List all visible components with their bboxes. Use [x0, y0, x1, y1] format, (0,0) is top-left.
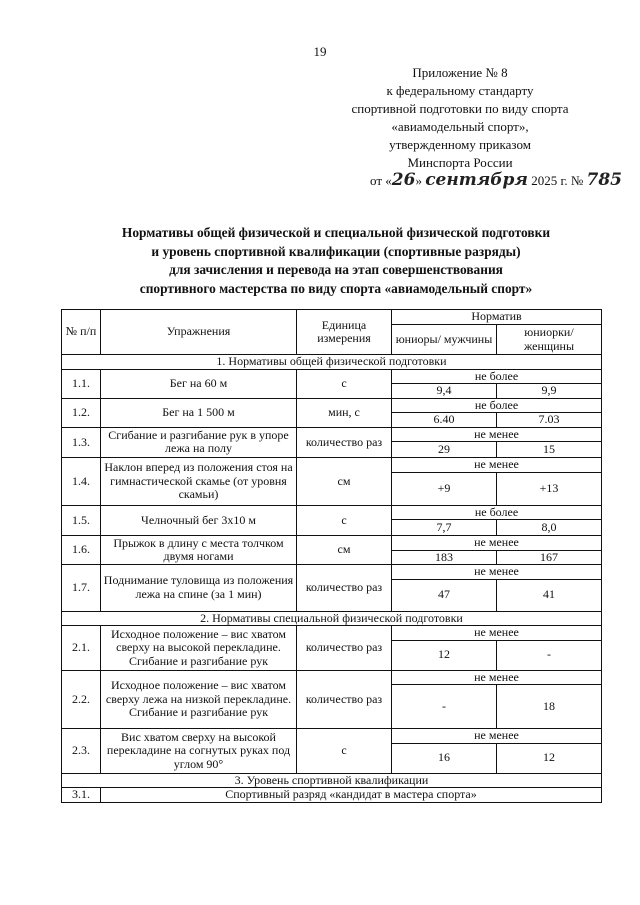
section-1-title: 1. Нормативы общей физической подготовки — [62, 355, 602, 370]
appendix-line-5: утвержденному приказом — [389, 137, 531, 152]
title-line-1: Нормативы общей физической и специальной физической подготовки — [121, 225, 551, 240]
row-num: 1.4. — [62, 458, 101, 506]
row-male: 9,4 — [392, 384, 497, 399]
title-line-3: для зачисления и перевода на этап совершенствования — [169, 262, 503, 277]
title-line-2: и уровень спортивной квалификации (спортивные разряды) — [151, 243, 521, 259]
row-female: 15 — [497, 442, 602, 458]
row-condition: не менее — [392, 565, 602, 580]
row-male: - — [392, 685, 497, 729]
row-num: 1.5. — [62, 505, 101, 536]
row-female: 41 — [497, 579, 602, 611]
row-qualification: Спортивный разряд «кандидат в мастера спорта» — [101, 788, 602, 803]
date-day-handwritten: 26 — [391, 170, 416, 190]
row-male: +9 — [392, 472, 497, 505]
section-2-title: 2. Нормативы специальной физической подготовки — [62, 611, 602, 626]
header-num: № п/п — [62, 310, 101, 355]
appendix-line-3: спортивной подготовки по виду спорта — [351, 101, 569, 116]
row-female: 8,0 — [497, 520, 602, 536]
row-female: 18 — [497, 685, 602, 729]
title-line-4: спортивного мастерства по виду спорта «авиамодельный спорт» — [139, 280, 533, 296]
row-female: 7.03 — [497, 413, 602, 428]
document-title — [80, 224, 592, 298]
row-unit: количество раз — [297, 670, 392, 729]
row-exercise: Бег на 60 м — [101, 369, 297, 398]
row-male: 183 — [392, 550, 497, 565]
date-suffix: 2025 г. № — [531, 173, 584, 188]
row-female: 12 — [497, 743, 602, 773]
row-num: 2.3. — [62, 729, 101, 774]
row-num: 1.7. — [62, 565, 101, 612]
row-exercise: Исходное положение – вис хватом сверху на высокой перекладине. Сгибание и разгибание рук — [101, 626, 297, 671]
row-male: 29 — [392, 442, 497, 458]
row-unit: с — [297, 369, 392, 398]
row-unit: см — [297, 536, 392, 565]
row-male: 47 — [392, 579, 497, 611]
row-female: 167 — [497, 550, 602, 565]
row-unit: количество раз — [297, 427, 392, 458]
row-num: 2.1. — [62, 626, 101, 671]
row-exercise: Прыжок в длину с места толчком двумя ногами — [101, 536, 297, 565]
appendix-line-1: Приложение № 8 — [412, 65, 508, 80]
header-male: юниоры/ мужчины — [392, 325, 497, 355]
row-exercise: Наклон вперед из положения стоя на гимнастической скамье (от уровня скамьи) — [101, 458, 297, 506]
row-exercise: Вис хватом сверху на высокой перекладине на согнутых руках под углом 90° — [101, 729, 297, 774]
row-condition: не менее — [392, 626, 602, 641]
norms-table — [61, 309, 602, 803]
row-unit: с — [297, 505, 392, 536]
row-num: 1.2. — [62, 398, 101, 427]
header-female: юниорки/ женщины — [497, 325, 602, 355]
date-mid: » — [415, 173, 422, 188]
appendix-line-4: «авиамодельный спорт», — [391, 119, 529, 134]
row-condition: не менее — [392, 729, 602, 744]
header-unit: Единица измерения — [297, 310, 392, 355]
row-male: 16 — [392, 743, 497, 773]
row-condition: не менее — [392, 536, 602, 551]
row-unit: количество раз — [297, 626, 392, 671]
row-condition: не более — [392, 505, 602, 520]
row-unit: мин, с — [297, 398, 392, 427]
row-male: 12 — [392, 640, 497, 670]
date-month-handwritten: сентября — [425, 170, 528, 190]
order-date-line — [370, 170, 622, 190]
row-num: 1.3. — [62, 427, 101, 458]
appendix-line-6: Минспорта России — [407, 155, 513, 170]
row-exercise: Челночный бег 3х10 м — [101, 505, 297, 536]
row-male: 7,7 — [392, 520, 497, 536]
row-male: 6.40 — [392, 413, 497, 428]
row-exercise: Исходное положение – вис хватом сверху лежа на низкой перекладине. Сгибание и разгибание рук — [101, 670, 297, 729]
row-unit: см — [297, 458, 392, 506]
row-condition: не менее — [392, 458, 602, 473]
row-exercise: Сгибание и разгибание рук в упоре лежа на полу — [101, 427, 297, 458]
page-number: 19 — [313, 44, 327, 59]
row-num: 2.2. — [62, 670, 101, 729]
row-female: - — [497, 640, 602, 670]
section-3-title: 3. Уровень спортивной квалификации — [62, 773, 602, 788]
row-unit: с — [297, 729, 392, 774]
row-condition: не менее — [392, 427, 602, 442]
header-exercise: Упражнения — [101, 310, 297, 355]
row-condition: не более — [392, 369, 602, 384]
row-unit: количество раз — [297, 565, 392, 612]
row-female: +13 — [497, 472, 602, 505]
header-norm: Норматив — [392, 310, 602, 325]
row-num: 1.6. — [62, 536, 101, 565]
date-prefix: от « — [370, 173, 392, 188]
row-condition: не более — [392, 398, 602, 413]
row-female: 9,9 — [497, 384, 602, 399]
order-number-handwritten: 785 — [586, 170, 622, 190]
row-num: 3.1. — [62, 788, 101, 803]
row-num: 1.1. — [62, 369, 101, 398]
row-exercise: Поднимание туловища из положения лежа на спине (за 1 мин) — [101, 565, 297, 612]
appendix-line-2: к федеральному стандарту — [386, 83, 534, 98]
row-condition: не менее — [392, 670, 602, 685]
row-exercise: Бег на 1 500 м — [101, 398, 297, 427]
